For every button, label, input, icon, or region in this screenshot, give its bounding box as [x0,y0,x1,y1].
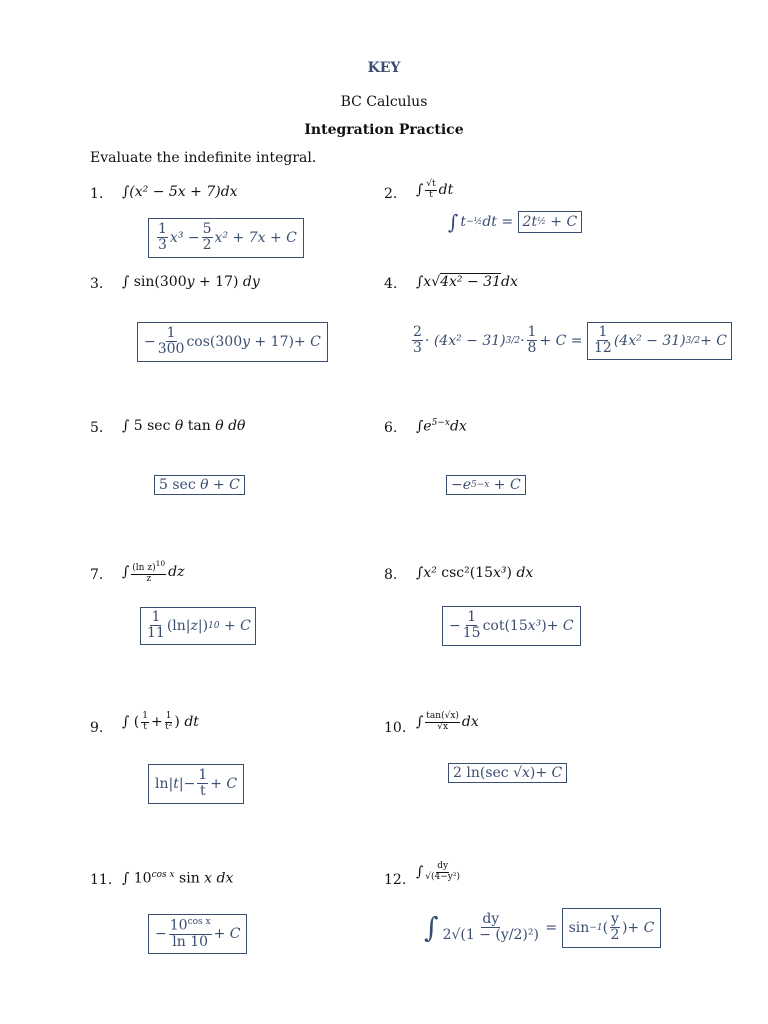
problem-10-integral: ∫ $\frac{\tan(√x)}{√x}$ dx [416,711,479,732]
problem-number: 9. [90,720,104,736]
problem-number: 2. [384,186,398,202]
problem-9-answer: ln| t | − $\frac{1}{t}$ + C [148,764,244,804]
problem-12-work: ∫ $\frac{dy}{\text{2√(1 − (y/2)²)}}$ = sin −1 ( $\frac{y}{2}$ ) + C [424,908,661,948]
problem-2-integral: ∫ $\frac{√t}{t}$ dt [416,179,454,200]
key-label: KEY [367,60,401,76]
problem-1-integral: ∫(x² − 5x + 7)dx [122,184,238,200]
problem-number: 1. [90,186,104,202]
problem-2-work: ∫ t −½ dt = 2t ½ + C [448,210,582,234]
instructions: Evaluate the indefinite integral. [90,150,317,166]
problem-number: 4. [384,276,398,292]
problem-9-integral: ∫ ( $\frac{1}{t}$ + $\frac{1}{\text{t²}}$ ) dt [122,711,199,732]
problem-8-answer: − $\frac{1}{15}$ cot(15 x³ ) + C [442,606,581,646]
problem-3-integral: ∫ sin(300y + 17) dy [122,274,260,290]
problem-4-work: $\frac{2}{3}$ · (4x² − 31) 3/2 · $\frac{1}{8}$ + C = $\frac{1}{12}$ (4x² − 31) 3/2 + C [410,322,732,360]
problem-6-integral: $\int e^{5-x}dx$ [416,418,467,435]
problem-number: 7. [90,567,104,583]
problem-8-integral: ∫x² csc²(15x³) dx [416,565,534,581]
problem-1-answer: $\frac{1}{3}$ x³ − $\frac{5}{2}$ x² + 7x + C [148,218,304,258]
problem-number: 6. [384,420,398,436]
problem-number: 11. [90,872,113,888]
problem-11-integral: ∫ $10^{cos x}$ sin x dx [122,870,234,887]
problem-12-integral: ∫ $\frac{dy}{\text{√(4−y²)}}$ [416,861,461,882]
course-title: BC Calculus [340,94,428,110]
problem-7-integral: ∫ $\frac{(\ln z)^{10}}{z}$ dz [122,559,185,584]
problem-7-answer: $\frac{1}{11}$ (ln| z |) 10 + C [140,606,256,645]
problem-number: 8. [384,567,398,583]
problem-number: 5. [90,420,104,436]
problem-3-answer: − $\frac{1}{300}$ cos(300 y + 17) + C [137,322,328,362]
problem-5-integral: ∫ 5 sec θ tan θ dθ [122,418,246,434]
problem-5-answer: 5 sec θ + C [154,474,245,495]
problem-number: 12. [384,872,407,888]
problem-number: 3. [90,276,104,292]
problem-4-integral: ∫x√4x² − 31dx [416,274,518,290]
problem-10-answer: 2 ln(sec √ x ) + C [448,762,567,783]
problem-number: 10. [384,720,407,736]
page-title: Integration Practice [304,122,464,138]
problem-11-answer: − $\frac{10^{cos x}}{\ln 10}$ + C [148,914,247,954]
problem-6-answer: −e 5−x + C [446,474,526,495]
